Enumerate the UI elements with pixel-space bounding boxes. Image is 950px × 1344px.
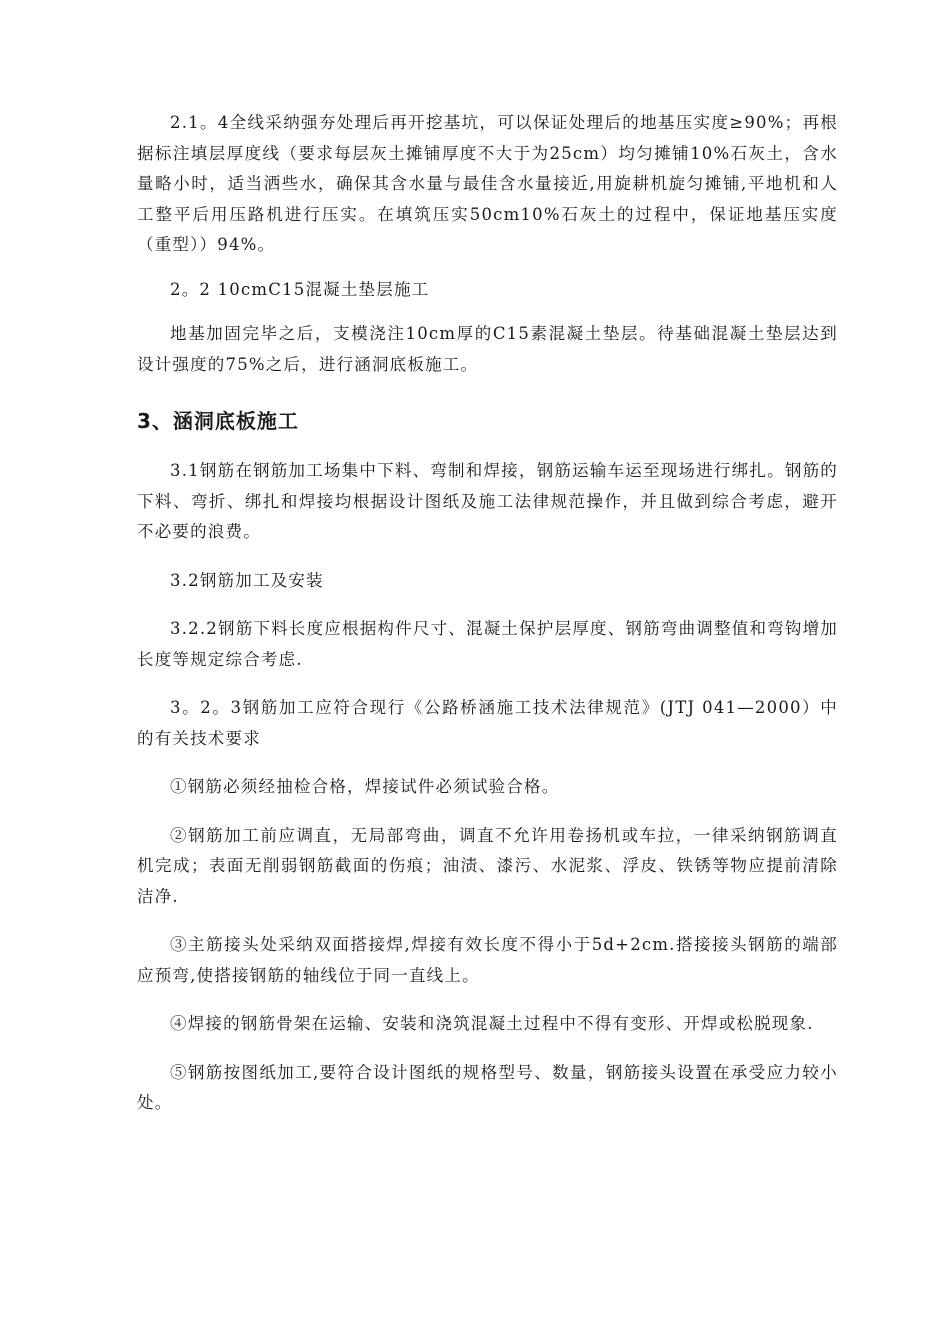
section-heading-3: 3、涵洞底板施工 [137,409,299,433]
list-item-4: ④焊接的钢筋骨架在运输、安装和浇筑混凝土过程中不得有变形、开焊或松脱现象. [170,1014,814,1033]
paragraph-3-2-2: 3.2.2钢筋下料长度应根据构件尺寸、混凝土保护层厚度、钢筋弯曲调整值和弯钩增加长度等规定综合考虑. [137,619,838,669]
paragraph-3-2-title: 3.2钢筋加工及安装 [170,570,324,590]
list-item-3: ③主筋接头处采纳双面搭接焊,焊接有效长度不得小于5d+2cm.搭接接头钢筋的端部应预弯,使搭接钢筋的轴线位于同一直线上。 [137,935,838,985]
paragraph-3-2-3: 3。2。3钢筋加工应符合现行《公路桥涵施工技术法律规范》(JTJ 041—2000）中的有关技术要求 [137,698,838,748]
list-item-1: ①钢筋必须经抽检合格，焊接试件必须试验合格。 [170,777,560,796]
paragraph-3-1: 3.1钢筋在钢筋加工场集中下料、弯制和焊接，钢筋运输车运至现场进行绑扎。钢筋的下料、弯折、绑扎和焊接均根据设计图纸及施工法律规范操作，并且做到综合考虑，避开不必要的浪费。 [137,461,838,541]
paragraph-2-2-title: 2。2 10cmC15混凝土垫层施工 [170,279,430,299]
paragraph-2-2-body: 地基加固完毕之后，支模浇注10cm厚的C15素混凝土垫层。待基础混凝土垫层达到设计强度的75%之后，进行涵洞底板施工。 [137,324,838,374]
list-item-2: ②钢筋加工前应调直，无局部弯曲，调直不允许用卷扬机或车拉，一律采纳钢筋调直机完成；表面无削弱钢筋截面的伤痕；油渍、漆污、水泥浆、浮皮、铁锈等物应提前清除洁净. [137,825,838,906]
list-item-5: ⑤钢筋按图纸加工,要符合设计图纸的规格型号、数量，钢筋接头设置在承受应力较小处。 [137,1062,838,1112]
paragraph-2-1-4: 2.1。4全线采纳强夯处理后再开挖基坑，可以保证处理后的地基压实度≥90%；再根据标注填层厚度线（要求每层灰土摊铺厚度不大于为25cm）均匀摊铺10%石灰土，含水量略小时，适当洒些水，确保其含水量与最佳含水量接近,用旋耕机旋匀摊铺,平地机和人工整平后用压路机进行压实。在填筑压实50cm10%石灰土的过程中，保证地基压实度（重型））94%。 [137,113,838,254]
